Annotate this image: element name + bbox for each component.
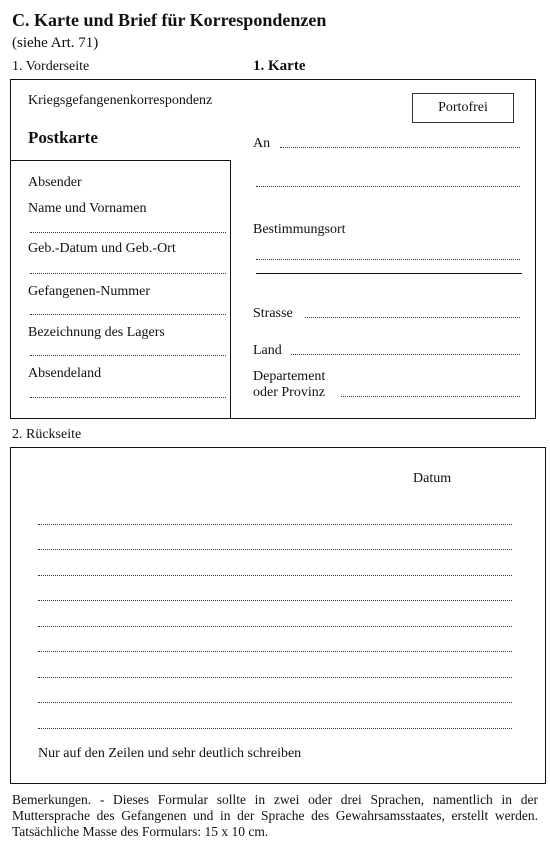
writing-line-8[interactable]	[38, 702, 512, 703]
recipient-name-line[interactable]	[280, 147, 520, 148]
province-label: oder Provinz	[253, 385, 325, 400]
writing-instruction: Nur auf den Zeilen und sehr deutlich schreiben	[38, 746, 302, 761]
department-label: Departement	[253, 369, 326, 384]
writing-line-2[interactable]	[38, 549, 512, 550]
back-section-label: 2. Rückseite	[12, 427, 82, 442]
sender-country-label: Absendeland	[28, 366, 102, 381]
sender-birth-label: Geb.-Datum und Geb.-Ort	[28, 241, 176, 256]
recipient-to-label: An	[253, 136, 271, 151]
sender-prisoner-number-line[interactable]	[30, 314, 226, 315]
remarks-note: Bemerkungen. - Dieses Formular sollte in zwei oder drei Sprachen, namentlich in der Muttersprache des Gefangenen und in der Sprache des Gewahrsamsstaates, erstellt werden. Tatsächliche Masse des Formulars: 15 x 10 cm.	[12, 792, 538, 839]
back-card	[10, 447, 546, 784]
sender-divider-top	[10, 160, 231, 161]
document-title: C. Karte und Brief für Korrespondenzen	[12, 10, 327, 30]
writing-line-7[interactable]	[38, 677, 512, 678]
country-label: Land	[253, 343, 282, 358]
sender-camp-label: Bezeichnung des Lagers	[28, 325, 165, 340]
correspondence-type: Kriegsgefangenenkorrespondenz	[28, 93, 213, 108]
sender-name-label: Name und Vornamen	[28, 201, 147, 216]
sender-heading: Absender	[28, 175, 82, 190]
sender-divider-right	[230, 161, 231, 419]
province-line[interactable]	[341, 396, 520, 397]
writing-line-1[interactable]	[38, 524, 512, 525]
postage-label: Portofrei	[438, 100, 488, 115]
sender-camp-line[interactable]	[30, 355, 226, 356]
writing-line-4[interactable]	[38, 600, 512, 601]
country-line[interactable]	[291, 354, 520, 355]
street-label: Strasse	[253, 306, 293, 321]
writing-line-6[interactable]	[38, 651, 512, 652]
destination-label: Bestimmungsort	[253, 222, 346, 237]
destination-line[interactable]	[256, 259, 520, 260]
writing-line-3[interactable]	[38, 575, 512, 576]
date-label: Datum	[413, 471, 452, 486]
street-line[interactable]	[305, 317, 520, 318]
card-title: Postkarte	[28, 128, 98, 147]
destination-underline	[256, 273, 522, 274]
sender-name-line[interactable]	[30, 232, 226, 233]
writing-line-5[interactable]	[38, 626, 512, 627]
sender-prisoner-number-label: Gefangenen-Nummer	[28, 284, 151, 299]
writing-line-9[interactable]	[38, 728, 512, 729]
document-subtitle: (siehe Art. 71)	[12, 35, 99, 51]
sender-country-line[interactable]	[30, 397, 226, 398]
card-label: 1. Karte	[253, 58, 306, 74]
sender-birth-line[interactable]	[30, 273, 226, 274]
postage-stamp-box	[412, 93, 514, 123]
recipient-name-line-2[interactable]	[256, 186, 520, 187]
front-section-label: 1. Vorderseite	[12, 59, 90, 74]
